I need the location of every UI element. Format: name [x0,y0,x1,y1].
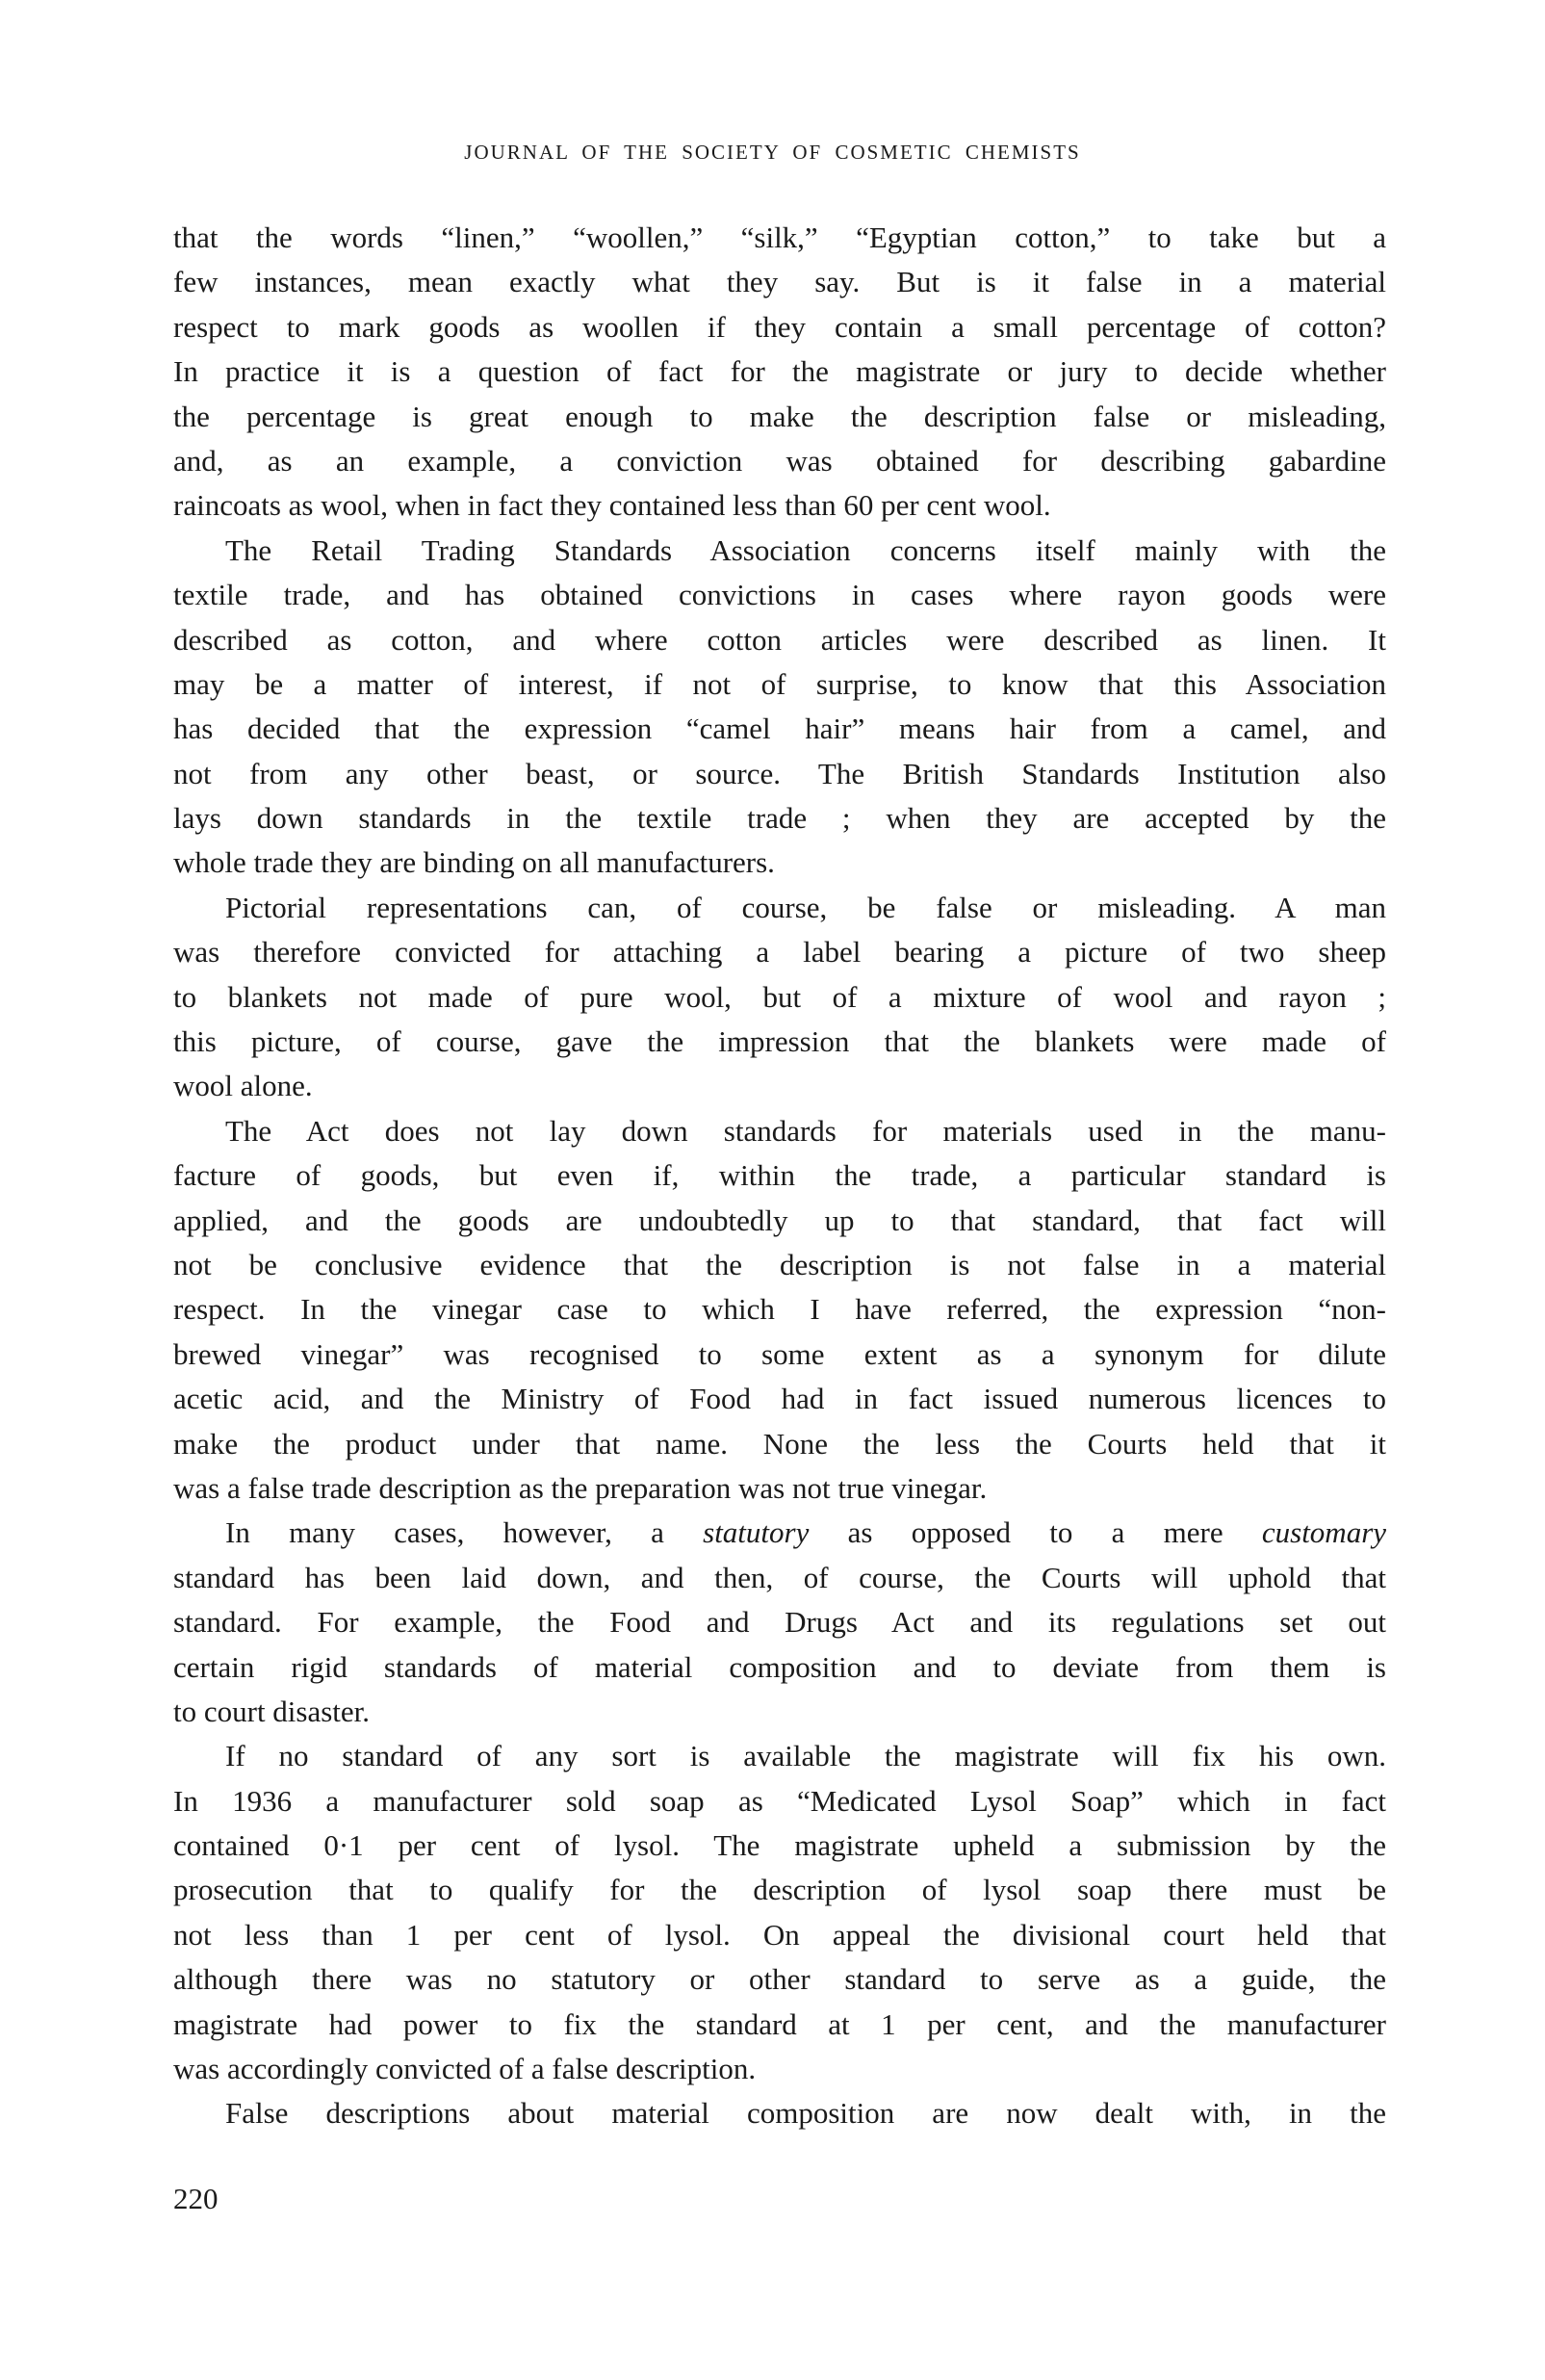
paragraph [173,216,1386,529]
text-line: facture of goods, but even if, within the trade, a particular standard is [173,1158,1386,1193]
text-segment: In many cases, however, a [225,1515,664,1550]
text-line: brewed vinegar” was recognised to some extent as a synonym for dilute [173,1336,1386,1371]
body-text [173,216,1386,2136]
text-line: raincoats as wool, when in fact they contained less than 60 per cent wool. [173,488,1051,523]
text-line: respect. In the vinegar case to which I have referred, the expression “non- [173,1292,1386,1327]
text-line: that the words “linen,” “woollen,” “silk,” “Egyptian cotton,” to take but a [173,220,1386,254]
italic-text: customary [1261,1515,1387,1550]
text-line: If no standard of any sort is available the magistrate will fix his own. [225,1739,1386,1773]
text-line: has decided that the expression “camel hair” means hair from a camel, and [173,711,1386,746]
text-line: not less than 1 per cent of lysol. On appeal the divisional court held that [173,1917,1386,1952]
text-line: In practice it is a question of fact for the magistrate or jury to decide whether [173,354,1386,389]
text-line [173,1511,1386,1555]
text-line: not be conclusive evidence that the description is not false in a material [173,1247,1386,1281]
text-line: make the product under that name. None the less the Courts held that it [173,1426,1386,1461]
text-line: was accordingly convicted of a false description. [173,2052,757,2086]
text-line: applied, and the goods are undoubtedly up to that standard, that fact will [173,1203,1386,1237]
text-segment: as opposed to a mere [847,1515,1223,1550]
text-line: textile trade, and has obtained convictions in cases where rayon goods were [173,578,1386,612]
text-line: lays down standards in the textile trade ; when they are accepted by the [173,801,1386,836]
text-line: whole trade they are binding on all manufacturers. [173,845,775,880]
page-number: 220 [173,2182,219,2215]
text-line: prosecution that to qualify for the description of lysol soap there must be [173,1873,1386,1907]
text-line: wool alone. [173,1069,313,1103]
text-line: not from any other beast, or source. The British Standards Institution also [173,756,1386,790]
text-line: certain rigid standards of material composition and to deviate from them is [173,1649,1386,1684]
paragraph [173,2091,1386,2135]
text-line: was therefore convicted for attaching a label bearing a picture of two sheep [173,935,1386,970]
text-line: False descriptions about material composition are now dealt with, in the [225,2096,1386,2131]
italic-text: statutory [703,1515,810,1550]
text-line: The Retail Trading Standards Association concerns itself mainly with the [225,532,1386,567]
text-line: described as cotton, and where cotton articles were described as linen. It [173,622,1386,657]
text-line: although there was no statutory or other standard to serve as a guide, the [173,1962,1386,1997]
paragraph [173,886,1386,1109]
text-line: to court disaster. [173,1694,371,1728]
text-line: to blankets not made of pure wool, but of a mixture of wool and rayon ; [173,979,1386,1014]
text-line: contained 0·1 per cent of lysol. The magistrate upheld a submission by the [173,1828,1386,1863]
text-line: In 1936 a manufacturer sold soap as “Medicated Lysol Soap” which in fact [173,1783,1386,1818]
text-line: may be a matter of interest, if not of surprise, to know that this Association [173,666,1386,701]
paragraph [173,529,1386,886]
text-line: respect to mark goods as woollen if they contain a small percentage of cotton? [173,309,1386,344]
text-line: standard. For example, the Food and Drugs Act and its regulations set out [173,1605,1386,1640]
running-header: JOURNAL OF THE SOCIETY OF COSMETIC CHEMISTS [464,141,1081,164]
text-line: magistrate had power to fix the standard at 1 per cent, and the manufacturer [173,2006,1386,2041]
text-line: acetic acid, and the Ministry of Food had in fact issued numerous licences to [173,1382,1386,1416]
paragraph [173,1734,1386,2091]
paragraph [173,1109,1386,1512]
text-line: The Act does not lay down standards for materials used in the manu- [225,1113,1386,1148]
text-line: Pictorial representations can, of course, be false or misleading. A man [225,890,1386,924]
text-line: standard has been laid down, and then, of course, the Courts will uphold that [173,1560,1386,1594]
paragraph [173,1511,1386,1734]
text-line: few instances, mean exactly what they say. But is it false in a material [173,265,1386,299]
text-line: this picture, of course, gave the impression that the blankets were made of [173,1024,1386,1059]
text-line: was a false trade description as the preparation was not true vinegar. [173,1470,988,1505]
text-line: the percentage is great enough to make the description false or misleading, [173,399,1386,433]
text-line: and, as an example, a conviction was obtained for describing gabardine [173,443,1386,478]
